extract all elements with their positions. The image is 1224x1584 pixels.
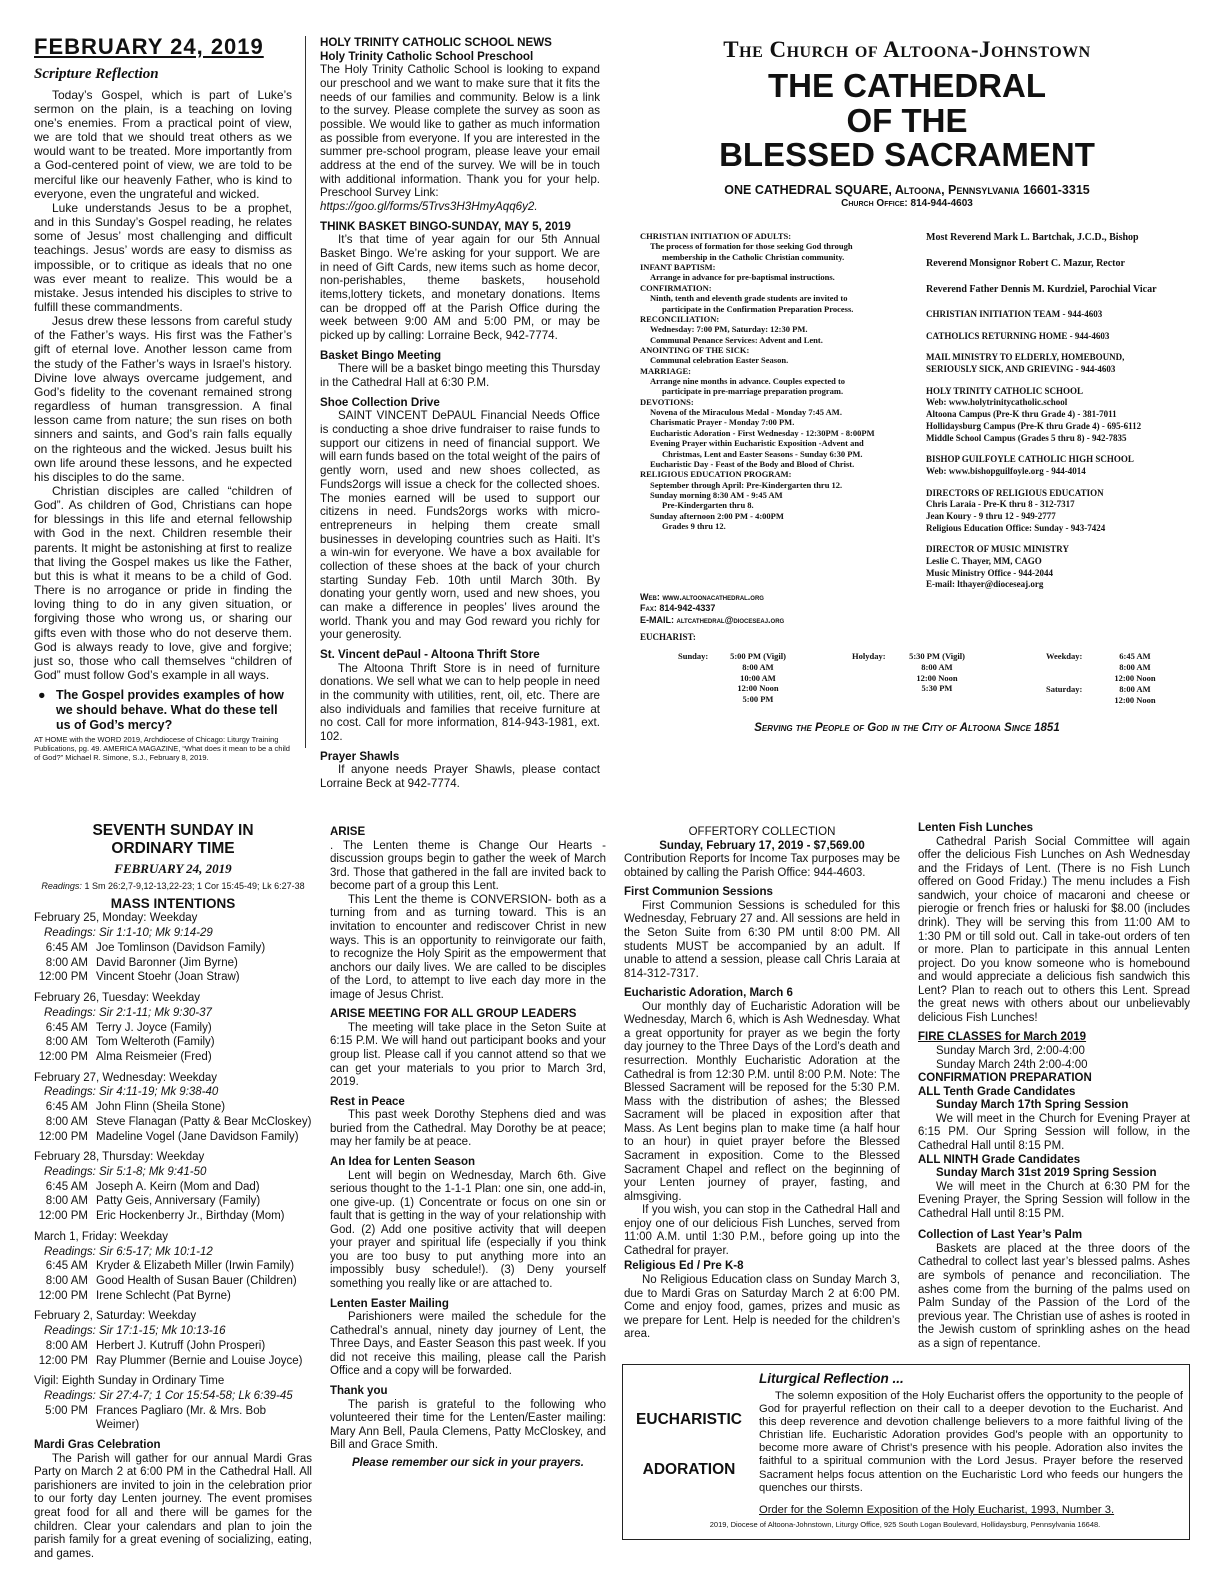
intention-time: 8:00 AM [45,1195,88,1208]
ministry-line: BISHOP GUILFOYLE CATHOLIC HIGH SCHOOL [926,454,1134,465]
intention-readings: Readings: Sir 17:1-15; Mk 10:13-16 [44,1325,226,1338]
intention-row [34,1115,312,1130]
clergy-ministries-directory [926,231,1206,631]
intention-readings: Readings: Sir 1:1-10; Mk 9:14-29 [44,927,213,940]
holyday-label: Holyday: [852,651,886,661]
liturgical-reflection-title: Liturgical Reflection ... [759,1371,904,1386]
lenten-idea-heading: An Idea for Lenten Season [330,1155,476,1168]
directory-line: CHRISTIAN INITIATION OF ADULTS: [640,231,792,241]
directory-line: September through April: Pre-Kindergarten thru 12. [650,479,843,490]
intention-row [34,1050,312,1065]
tenth-grade-session: Sunday March 17th Spring Session [936,1099,1129,1112]
intention-day [34,1309,312,1368]
mass-time: 5:00 PM (Vigil) [730,651,786,661]
intention-row [34,1354,312,1369]
cathedral-title-2: OF THE [846,101,968,139]
ministry-line: Web: www.bishopguilfoyle.org - 944-4014 [926,465,1086,476]
ministry-group [926,352,1206,375]
ministry-line: Music Ministry Office - 944-2044 [926,567,1053,578]
thank-you-heading: Thank you [330,1384,388,1397]
intention-name: Tom Welteroth (Family) [96,1036,215,1049]
eucharist-heading: EUCHARIST: [640,631,696,642]
arise-column [330,826,606,1548]
intention-date: February 27, Wednesday: Weekday [34,1071,218,1084]
sunday-label: Sunday: [678,651,709,661]
conversion-text: This Lent the theme is CONVERSION- both as a turning from and as turning toward. This is an invitation to encounter and rediscover Christ in new ways. This is an opportunity to reinvigorate our faith, to recognize the Holy Spirit as the empowerment that anchors our daily lives. We are called to be disciples of the Lord, to attempt to live each day more in the image of Jesus Christ. [330,893,606,1001]
mass-time: 10:00 AM [740,672,776,683]
fire-class-date-1: Sunday March 3rd, 2:00-4:00 [936,1045,1085,1057]
sunday-title-2: ORDINARY TIME [111,839,235,857]
offertory-heading: OFFERTORY COLLECTION [688,826,836,838]
directory-line: Arrange in advance for pre-baptismal instructions. [650,272,835,283]
directory-line: participate in the Confirmation Preparation Process. [662,303,854,314]
lenten-mailing-heading: Lenten Easter Mailing [330,1297,449,1310]
ministry-line: Chris Laraia - Pre-K thru 8 - 312-7317 [926,499,1075,510]
mass-time: 8:00 AM [1119,684,1151,694]
ministry-group [926,309,1206,321]
mass-time: 12:00 Noon [1114,694,1156,705]
directory-line: Eucharistic Day - Feast of the Body and Blood of Christ. [650,458,855,469]
bullet-icon: ● [38,688,46,703]
ministry-line: DIRECTOR OF MUSIC MINISTRY [926,544,1069,555]
clergy-name: Reverend Father Dennis M. Kurdziel, Parochial Vicar [926,284,1157,295]
parish-header [612,36,1202,216]
website-link[interactable]: Web: www.altoonacathedral.org [640,592,764,602]
liturgical-reflection-box [622,1364,1190,1540]
reflection-source: AT HOME with the WORD 2019, Archdiocese of Chicago: Liturgy Training Publications, pg. 49. AMERICA MAGAZINE, “What does it mean to be a child of God?” Michael R. Simone, S.J., February 8, 2019. [34,735,290,762]
directory-line: membership in the Catholic Christian community. [662,251,845,262]
directory-line: MARRIAGE: [640,365,691,376]
intention-row [34,1339,312,1354]
shoe-drive-text: SAINT VINCENT DePAUL Financial Needs Office is conducting a shoe drive fundraiser to raise funds to support our citizens in need of financial support. We will earn funds based on the total weight of the pairs of gently worn, used and new shoes collected, as Funds2orgs will issue a check for the collected shoes. The monies earned will be used to support our citizens in need. Funds2orgs works with micro-entrepreneurs in helping them create small businesses in developing countries such as Haiti. It’s a win-win for everyone. We have a box available for collection of these shoes at the back of your church starting Sunday Feb. 10th until March 30th. By donating your gently worn, used and new shoes, you can make a difference in peoples’ lives around the world. Thank you and may God reward you richly for your generosity. [320,409,600,642]
directory-line: Communal celebration Easter Season. [650,355,789,366]
vigil-readings: Readings: Sir 27:4-7; 1 Cor 15:54-58; Lk 6:39-45 [44,1390,293,1403]
sunday-readings: Readings: 1 Sm 26:2,7-9,12-13,22-23; 1 Cor 15:45-49; Lk 6:27-38 [41,880,305,891]
ministry-line: Jean Koury - 9 thru 12 - 949-2777 [926,510,1056,521]
intention-day [34,991,312,1065]
intention-date: February 26, Tuesday: Weekday [34,992,200,1005]
bingo-meeting-heading: Basket Bingo Meeting [320,348,442,362]
directory-line: ANOINTING OF THE SICK: [640,344,750,355]
tenth-grade-text: We will meet in the Church for Evening Prayer at 6:15 PM. Our Spring Session will follow, in the Cathedral Hall until 8:15 PM. [918,1112,1190,1152]
intention-name: Terry J. Joyce (Family) [96,1021,212,1034]
intention-row [34,1289,312,1304]
mass-time: 6:45 AM [1119,651,1151,661]
tenth-grade-heading: ALL Tenth Grade Candidates [918,1085,1076,1098]
intention-time: 8:00 AM [45,1036,88,1049]
adoration-text: Our monthly day of Eucharistic Adoration will be Wednesday, March 6, which is Ash Wednesday. What a great opportunity for prayer as we begin the forty day journey to the Three Days of the Lord’s death and resurrection. Monthly Eucharistic Adoration at the Cathedral is from 12:30 P.M. until 8:00 P.M. Note: The Blessed Sacrament will be reposed for the 5:30 P.M. Mass with the distribution of ashes; the Blessed Sacrament will be placed in exposition after that Mass. As Lent begins plan to make time (a half hour to an hour) in quiet prayer before the Blessed Sacrament in exposition. Come to the Blessed Sacrament Chapel and reflect on the beginning of your Lenten journey of prayer, fasting, and almsgiving. [624,1000,900,1203]
ministry-group [926,454,1206,477]
intention-day [34,911,312,985]
directory-line: Evening Prayer within Eucharistic Exposition -Advent and [650,438,864,449]
intention-row [34,1100,312,1115]
intention-name: Good Health of Susan Bauer (Children) [96,1275,297,1288]
intention-row [34,1209,312,1224]
bulletin-date: FEBRUARY 24, 2019 [34,34,264,59]
scripture-column [34,34,292,762]
adoration-heading: Eucharistic Adoration, March 6 [624,987,793,1000]
intention-name: Joseph A. Keirn (Mom and Dad) [96,1180,260,1193]
ministry-line: Web: www.holytrinitycatholic.school [926,397,1068,408]
email-link[interactable]: E-MAIL: altcathedral@dioceseaj.org [640,614,785,625]
arise-text: . The Lenten theme is Change Our Hearts - discussion groups begin to gather the week of March 3rd. Those that gathered in the fall are invited back to become part of a group this Lent. [330,839,606,893]
directory-line: Sunday morning 8:30 AM - 9:45 AM [650,489,783,500]
intention-time: 12:00 PM [38,1130,88,1143]
intention-row [34,1180,312,1195]
fire-classes-heading: FIRE CLASSES for March 2019 [918,1031,1087,1044]
intention-name: David Baronner (Jim Byrne) [96,956,238,969]
column-divider [305,36,306,748]
reflection-paragraph: Christian disciples are called “children of God”. As children of God, Christians can hope for blessings in this life and eternal fellowship with God in the next. Children resemble their parents. It might be astonishing at first to realize that living the Gospel makes us like the Father, but this is what it means to be a child of God. There is no arrogance or pride in finding the loving thing to do in any given situation, or forgiving those who wrong us, or sharing our gifts even with those who do not deserve them. God is always ready to love, give and forgive; just so, those who call themselves “children of God” must follow God’s example in all ways. [34,484,292,683]
scripture-reflection-heading: Scripture Reflection [34,65,159,82]
school-news-column [320,36,600,790]
ministry-line: DIRECTORS OF RELIGIOUS EDUCATION [926,487,1104,498]
intention-row [34,1130,312,1145]
intention-name: Steve Flanagan (Patty & Bear McCloskey) [96,1115,312,1128]
intention-day [34,1150,312,1224]
mass-time: 8:00 AM [921,661,953,672]
prayer-shawls-text: If anyone needs Prayer Shawls, please contact Lorraine Beck at 942-7774. [320,763,600,790]
directory-line: Novena of the Miraculous Medal - Monday 7:45 AM. [650,407,842,418]
arise-meeting-heading: ARISE MEETING FOR ALL GROUP LEADERS [330,1008,577,1021]
eucharistic-word: EUCHARISTIC [636,1411,742,1428]
serving-tagline: Serving the People of God in the City of Altoona Since 1851 [754,722,1060,734]
intention-time: 6:45 AM [45,941,88,954]
thank-you-text: The parish is grateful to the following who volunteered their time for the Lenten/Easter mailing: Mary Ann Bell, Paula Clemens, Patty McCloskey, and Bill and Grace Smith. [330,1398,606,1452]
liturgical-reflection-text: The solemn exposition of the Holy Eucharist offers the opportunity to the people of God for prayerful reflection on their call to a deeper devotion to the Eucharist. And this deep reverence and devotion challenge believers to a more faithful living of the Christian life. Eucharistic Adoration provides God’s people with an opportunity to become more aware of Christ’s presence with his people. Adoration also invites the faithful to a spiritual communion with the Lord Jesus. Prayer before the reserved Sacrament helps focus attention on the Eucharistic Lord who feeds our hungers the quenches our thirsts. [759,1390,1183,1494]
mass-intentions-column [34,822,312,1560]
cathedral-title-1: THE CATHEDRAL [767,67,1047,105]
directory-line: CONFIRMATION: [640,282,712,293]
intention-time: 8:00 AM [45,956,88,969]
ministry-line: Altoona Campus (Pre-K thru Grade 4) - 381-7011 [926,409,1117,420]
intention-name: Irene Schlecht (Pat Byrne) [96,1289,231,1302]
mass-time: 8:00 AM [742,661,774,672]
intention-name: Eric Hockenberry Jr., Birthday (Mom) [96,1210,285,1223]
ministry-group [926,331,1206,343]
intention-time: 12:00 PM [38,1210,88,1223]
intention-date: February 2, Saturday: Weekday [34,1310,197,1323]
intention-date: February 25, Monday: Weekday [34,912,198,925]
survey-link[interactable]: https://goo.gl/forms/5Trvs3H3HmyAqq6y2. [320,200,538,214]
intention-time: 8:00 AM [45,1339,88,1352]
basket-bingo-heading: THINK BASKET BINGO-SUNDAY, MAY 5, 2019 [320,219,571,233]
intention-time: 12:00 PM [38,1354,88,1367]
intention-time: 8:00 AM [45,1275,88,1288]
cathedral-title-3: BLESSED SACRAMENT [719,136,1095,174]
ministry-line: CHRISTIAN INITIATION TEAM - 944-4603 [926,309,1103,319]
intention-day [34,1230,312,1304]
ministry-line: HOLY TRINITY CATHOLIC SCHOOL [926,385,1083,396]
ministry-line: E-mail: lthayer@dioceseaj.org [926,579,1044,590]
first-communion-text: First Communion Sessions is scheduled for this Wednesday, February 27 and. All sessions are held in the Seton Suite from 6:30 PM until 8:00 PM. All students MUST be accompanied by an adult. If unable to attend a session, please call Chris Laraia at 814-312-7317. [624,899,900,980]
adoration-word: ADORATION [642,1461,736,1478]
intention-time: 6:45 AM [45,1180,88,1193]
intention-row [34,956,312,971]
intention-name: Patty Geis, Anniversary (Family) [96,1195,261,1208]
shoe-drive-heading: Shoe Collection Drive [320,395,440,409]
intention-row [34,1021,312,1036]
directory-line: RELIGIOUS EDUCATION PROGRAM: [640,469,792,480]
directory-line: Arrange nine months in advance. Couples expected to [650,376,846,387]
mass-time: 5:00 PM [742,694,774,705]
intention-name: Madeline Vogel (Jane Davidson Family) [96,1130,299,1143]
weekday-label: Weekday: [1046,651,1083,661]
intention-name: Ray Plummer (Bernie and Louise Joyce) [96,1354,303,1367]
mass-time: 5:30 PM [921,683,953,694]
fax-number: Fax: 814-942-4337 [640,603,716,614]
intention-time: 6:45 AM [45,1260,88,1273]
directory-line: Charismatic Prayer - Monday 7:00 PM. [650,417,795,428]
mass-intentions-heading: MASS INTENTIONS [110,895,236,911]
intention-readings: Readings: Sir 6:5-17; Mk 10:1-12 [44,1245,213,1258]
arise-meeting-text: The meeting will take place in the Seton Suite at 6:15 P.M. We will hand out participant books and your group list. Please call if you cannot attend so that we can get your materials to you prior to March 3rd, 2019. [330,1021,606,1089]
intention-name: Joe Tomlinson (Davidson Family) [96,941,266,954]
mass-time: 8:00 AM [1119,661,1151,672]
ninth-grade-heading: ALL NINTH Grade Candidates [918,1153,1081,1166]
intention-row [34,1259,312,1274]
offertory-column [624,826,900,1356]
bingo-meeting-text: There will be a basket bingo meeting this Thursday in the Cathedral Hall at 6:30 P.M. [320,362,600,390]
intention-time: 6:45 AM [45,1021,88,1034]
intention-readings: Readings: Sir 2:1-11; Mk 9:30-37 [44,1006,212,1019]
rest-in-peace-heading: Rest in Peace [330,1095,405,1108]
ministry-line: SERIOUSLY SICK, AND GRIEVING - 944-4603 [926,364,1116,375]
intention-time: 12:00 PM [38,1289,88,1302]
palm-collection-heading: Collection of Last Year’s Palm [918,1229,1083,1242]
religious-ed-heading: Religious Ed / Pre K-8 [624,1260,744,1273]
sunday-date: FEBRUARY 24, 2019 [114,860,232,876]
clergy-name: Reverend Monsignor Robert C. Mazur, Rector [926,258,1125,269]
intention-row [34,941,312,956]
intention-time: 12:00 PM [38,971,88,984]
lenten-idea-text: Lent will begin on Wednesday, March 6th. Give serious thought to the 1-1-1 Plan: one sin, one add-in, one give-up. (1) Concentrate or focus on one sin or fault that is getting in the way of your relationship with God. (2) Add one positive activity that will deepen your prayer and spiritual life (especially if you think you are too busy to put anything more into an impossibly busy schedule!). (3) Deny yourself something you really like or are attached to. [330,1169,606,1290]
intention-row [34,970,312,985]
mardi-gras-text: The Parish will gather for our annual Mardi Gras Party on March 2 at 6:00 PM in the Cathedral Hall. All parishioners are invited to join in the celebration prior to our forty day Lenten journey. The event promises great food for all and there will be games for the children. Clear your calendars and plan to join the parish family for a great evening of socializing, eating, and games. [34,1452,312,1560]
sunday-title-1: SEVENTH SUNDAY IN [92,822,254,839]
fish-lunch-column [918,822,1190,1362]
prayer-shawls-heading: Prayer Shawls [320,749,400,763]
intention-time: 8:00 AM [45,1115,88,1128]
directory-line: Ninth, tenth and eleventh grade students are invited to [650,293,848,304]
diocese-footer: 2019, Diocese of Altoona-Johnstown, Liturgy Office, 925 South Logan Boulevard, Hollidaysburg, Pennsylvania 16648. [709,1520,1101,1529]
directory-line: Pre-Kindergarten thru 8. [662,500,754,511]
clergy-name: Most Reverend Mark L. Bartchak, J.C.D., Bishop [926,232,1139,243]
intention-time: 6:45 AM [45,1101,88,1114]
intention-date: February 28, Thursday: Weekday [34,1151,205,1164]
sunday-times [718,651,798,705]
intention-readings: Readings: Sir 4:11-19; Mk 9:38-40 [44,1086,219,1099]
palm-collection-text: Baskets are placed at the three doors of the Cathedral to collect last year’s blessed palms. Ashes are symbols of penance and reconciliation. The ashes come from the burning of the palms used on Palm Sunday of the Passion of the Lord of the previous year. The Christian use of ashes is rooted in the Jewish custom of sprinkling ashes on the head as a sign of repentance. [918,1242,1190,1350]
ministry-line: MAIL MINISTRY TO ELDERLY, HOMEBOUND, [926,352,1125,363]
reflection-paragraph: Jesus drew these lessons from careful study of the Father’s ways. His first was the Father’s gift of eternal love. Another lesson came from the study of the Father’s ways in Israel’s history. Divine love always overcame judgement, and God’s fidelity to the covenant remained strong regardless of human transgression. A final lesson came from nature; the sun rises on both sinners and saints, and God’s rain falls equally on the righteous and the wicked. Jesus built his own life around these lessons, and he expected his disciples to do the same. [34,314,292,484]
intention-row [34,1194,312,1209]
fish-lunch-text: If you wish, you can stop in the Cathedral Hall and enjoy one of our delicious Fish Lunches, served from 11:00 A.M. until 1:30 P.M., before going up into the Cathedral for prayer. [624,1204,900,1257]
intention-name: Herbert J. Kutruff (John Prosperi) [96,1339,266,1352]
directory-line: participate in pre-marriage preparation program. [662,386,844,397]
ninth-grade-text: We will meet in the Church at 6:30 PM for the Evening Prayer, the Spring Session will follow in the Cathedral Hall until 8:15 PM. [918,1180,1190,1220]
reflection-paragraph: Luke understands Jesus to be a prophet, and in this Sunday’s Gospel reading, he relates some of Jesus’ most challenging and difficult teachings. Jesus’ words are easy to dismiss as impossible, or to critique as ideals that no one was ever meant to realize. This would be a mistake. Jesus intended his disciples to strive to fulfill these commandments. [34,200,292,314]
mass-time: 12:00 Noon [916,672,958,683]
directory-line: INFANT BAPTISM: [640,262,716,273]
church-office-phone: Church Office: 814-944-4603 [841,197,973,209]
ministry-group [926,386,1206,444]
reflection-paragraph: Today’s Gospel, which is part of Luke’s sermon on the plain, is a teaching on loving one’s enemies. From a practical point of view, we are told that we should treat others as we would want to be treated. More importantly from a God-centered point of view, we are told to be merciful like our heavenly Father, who is kind to everyone, even the ungrateful and wicked. [34,87,292,201]
directory-line: Christmas, Lent and Easter Seasons - Sunday 6:30 PM. [662,448,863,459]
thrift-store-heading: St. Vincent dePaul - Altoona Thrift Store [320,647,540,661]
mass-time: 5:30 PM (Vigil) [909,651,965,661]
address: ONE CATHEDRAL SQUARE, Altoona, Pennsylvania 16601-3315 [724,183,1090,198]
ministry-line: Hollidaysburg Campus (Pre-K thru Grade 4) - 695-6112 [926,420,1142,431]
intention-name: Alma Reismeier (Fred) [96,1050,212,1063]
thrift-store-text: The Altoona Thrift Store is in need of furniture donations. We sell what we can to help people in need in the community with utilities, rent, oil, etc. There are also individuals and families that receive furniture at no cost. Call for more information, 814-943-1981, ext. 102. [320,661,600,743]
directory-line: Sunday afternoon 2:00 PM - 4:00PM [650,510,784,521]
directory-line: Eucharistic Adoration - First Wednesday - 12:30PM - 8:00PM [650,427,875,438]
lenten-mailing-text: Parishioners were mailed the schedule for the Cathedral’s annual, ninety day journey of Lent, the Three Days, and Easter Season this past week. If you did not receive this mailing, please call the Parish Office and a copy will be forwarded. [330,1311,606,1378]
basket-bingo-text: It’s that time of year again for our 5th Annual Basket Bingo. We’re asking for your support. We are in need of Gift Cards, new items such as home decor, non-perishables, theme baskets, household items,lottery tickets, and monetary donations. Items can be dropped off at the Parish Office during the week between 9:00 AM and 5:00 PM, or may be picked up by calling: Lorraine Beck, 942-7774. [320,233,600,343]
mass-time: 12:00 Noon [737,683,779,694]
school-news-heading: HOLY TRINITY CATHOLIC SCHOOL NEWS [320,36,552,49]
religious-ed-text: No Religious Education class on Sunday March 3, due to Mardi Gras on Saturday March 2 at 6:00 PM. Come and enjoy food, games, prizes and music as we prepare for Lent. Help is needed for the children’s area. [624,1274,900,1341]
mardi-gras-heading: Mardi Gras Celebration [34,1439,161,1452]
directory-line: DEVOTIONS: [640,396,694,407]
sick-prayer-note: Please remember our sick in your prayers. [351,1456,585,1469]
directory-line: Wednesday: 7:00 PM, Saturday: 12:30 PM. [650,324,808,335]
directory-line: The process of formation for those seeking God through [650,241,853,252]
intention-name: Kryder & Elizabeth Miller (Irwin Family) [96,1260,295,1273]
mass-intentions-list [34,911,312,1368]
saturday-times [1100,684,1170,706]
intention-readings: Readings: Sir 5:1-8; Mk 9:41-50 [44,1165,207,1178]
confirmation-heading: CONFIRMATION PREPARATION [918,1072,1092,1085]
ministry-group [926,544,1206,591]
directory-line: Grades 9 thru 12. [662,521,726,532]
first-communion-heading: First Communion Sessions [624,886,773,899]
intention-date: March 1, Friday: Weekday [34,1230,169,1243]
intention-time: 12:00 PM [38,1050,88,1063]
intention-row [34,1274,312,1289]
arise-heading: ARISE [330,826,366,838]
mass-time: 12:00 Noon [1114,672,1156,683]
saturday-label: Saturday: [1046,684,1083,694]
holyday-times [892,651,982,694]
fish-lunches-heading: Lenten Fish Lunches [918,822,1034,834]
rest-in-peace-text: This past week Dorothy Stephens died and was buried from the Cathedral. May Dorothy be at peace; may her family be at peace. [330,1109,606,1149]
fire-class-date-2: Sunday March 24th 2:00-4:00 [936,1058,1088,1071]
preschool-text: The Holy Trinity Catholic School is looking to expand our preschool and we want to make sure that it fits the needs of our families and community. Below is a link to the survey. Please complete the survey as soon as possible. We would like to gather as much information as possible from everyone. If you are interested in the summer pre-school program, please leave your email address at the end of the survey. We will be in touch with additional information. Thank you for your help. Preschool Survey Link: [320,63,600,200]
directory-line: Communal Penance Services: Advent and Lent. [650,334,823,345]
intention-row [34,1035,312,1050]
intention-name: John Flinn (Sheila Stone) [96,1101,226,1114]
directory-line: RECONCILIATION: [640,313,720,324]
vigil-intention: 5:00 PM Frances Pagliaro (Mr. & Mrs. Bob Weimer) [45,1404,266,1432]
ministry-line: Leslie C. Thayer, MM, CAGO [926,556,1042,566]
scripture-reflection-text [34,88,292,683]
ninth-grade-session: Sunday March 31st 2019 Spring Session [936,1167,1157,1180]
vigil-day: Vigil: Eighth Sunday in Ordinary Time [34,1375,225,1388]
fish-lunches-text: Cathedral Parish Social Committee will again offer the delicious Fish Lunches on Ash Wednesday and the Fridays of Lent. (There is no Fish Lunch offered on Good Friday.) The menu includes a Fish sandwich, your choice of macaroni and cheese or pierogie or french fries or haluski for $8.00 (includes drink). They will be serving this from 11:00 AM to 1:30 PM or till sold out. Call in take-out orders of ten or more. Plan to participate in this annual Lenten project. Do you know someone who is homebound and would appreciate a delicious fish sandwich this Lent? Plan to reach out to others this Lent. Spread the great news with others about our unbelievably delicious Fish Lunches! [918,835,1190,1024]
diocese-name: The Church of Altoona-Johnstown [723,37,1091,62]
intention-day [34,1071,312,1145]
mass-schedule [640,651,1200,713]
offertory-amount: Sunday, February 17, 2019 - $7,569.00 [659,839,865,852]
preschool-heading: Holy Trinity Catholic School Preschool [320,49,534,63]
intention-name: Vincent Stoehr (Joan Straw) [96,971,240,984]
ministry-line: Middle School Campus (Grades 5 thru 8) - 942-7835 [926,432,1127,443]
reflection-question: ● The Gospel provides examples of how we should behave. What do these tell us of God’s mercy? [34,688,292,732]
reflection-citation: Order for the Solemn Exposition of the Holy Eucharist, 1993, Number 3. [759,1504,1115,1516]
weekday-times [1100,651,1170,683]
ministry-line: CATHOLICS RETURNING HOME - 944-4603 [926,330,1110,341]
ministry-group [926,488,1206,535]
contribution-reports-text: Contribution Reports for Income Tax purposes may be obtained by calling the Parish Office: 944-4603. [624,853,900,879]
ministry-line: Religious Education Office: Sunday - 943-7424 [926,522,1106,533]
sacraments-directory [640,231,930,576]
